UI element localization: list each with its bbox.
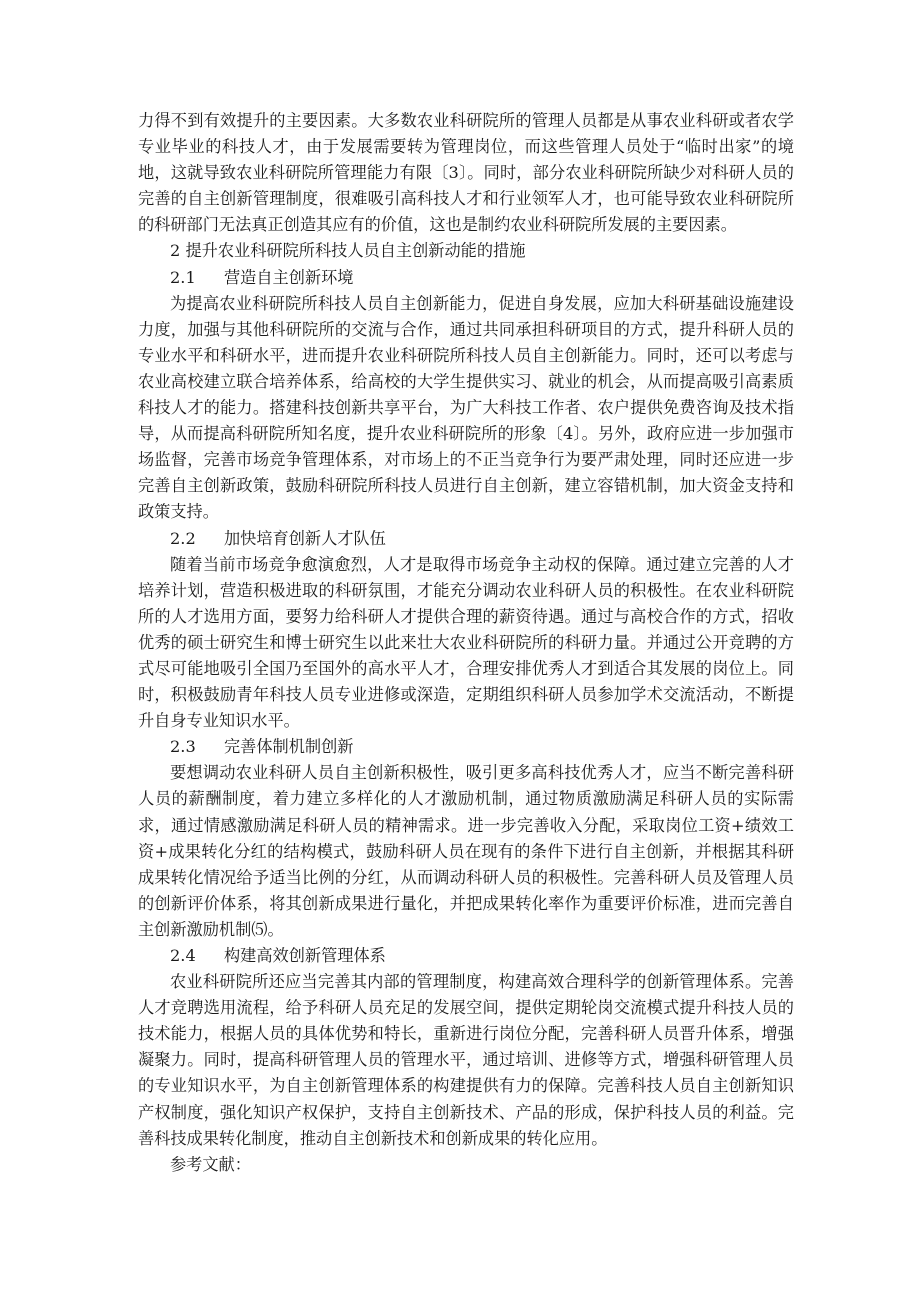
section-2-heading: 2 提升农业科研院所科技人员自主创新动能的措施 (170, 241, 526, 261)
section-2-4-body: 农业科研院所还应当完善其内部的管理制度，构建高效合理科学的创新管理体系。完善人才竞聘选用流程，给予科研人员充足的发展空间，提供定期轮岗交流模式提升科技人员的技术能力，根据人员的具体优势和特长，重新进行岗位分配，完善科研人员晋升体系，增强凝聚力。同时，提高科研管理人员的管理水平，通过培训、进修等方式，增强科研管理人员的专业知识水平，为自主创新管理体系的构建提供有力的保障。完善科技人员自主创新知识产权制度，强化知识产权保护，支持自主创新技术、产品的形成，保护科技人员的利益。完善科技成果转化制度，推动自主创新技术和创新成果的转化应用。 (138, 972, 794, 1148)
section-number: 2.4 (170, 946, 196, 965)
section-number: 2.1 (170, 267, 196, 287)
section-title: 加快培育创新人才队伍 (224, 528, 386, 548)
section-2-1-body: 为提高农业科研院所科技人员自主创新能力，促进自身发展，应加大科研基础设施建设力度，加强与其他科研院所的交流与合作，通过共同承担科研项目的方式，提升科研人员的专业水平和科研水平，进而提升农业科研院所科技人员自主创新能力。同时，还可以考虑与农业高校建立联合培养体系，给高校的大学生提供实习、就业的机会，从而提高吸引高素质科技人才的能力。搭建科技创新共享平台，为广大科技工作者、农户提供免费咨询及技术指导，从而提高科研院所知名度，提升农业科研院所的形象〔4〕。另外，政府应进一步加强市场监督，完善市场竞争管理体系，对市场上的不正当竞争行为要严肃处理，同时还应进一步完善自主创新政策，鼓励科研院所科技人员进行自主创新，建立容错机制，加大资金支持和政策支持。 (138, 293, 794, 522)
section-2-4-heading (138, 943, 794, 969)
section-2-1-heading (138, 265, 794, 291)
section-2-3-body: 要想调动农业科研人员自主创新积极性，吸引更多高科技优秀人才，应当不断完善科研人员的薪酬制度，着力建立多样化的人才激励机制，通过物质激励满足科研人员的实际需求，通过情感激励满足科研人员的精神需求。进一步完善收入分配，采取岗位工资+绩效工资+成果转化分红的结构模式，鼓励科研人员在现有的条件下进行自主创新，并根据其科研成果转化情况给予适当比例的分红，从而调动科研人员的积极性。完善科研人员及管理人员的创新评价体系，将其创新成果进行量化，并把成果转化率作为重要评价标准，进而完善自主创新激励机制⑸。 (138, 763, 794, 939)
references-label: 参考文献： (170, 1154, 251, 1174)
section-2-2-heading (138, 526, 794, 552)
section-title: 构建高效创新管理体系 (224, 946, 386, 965)
section-title: 营造自主创新环境 (224, 267, 354, 287)
section-title: 完善体制机制创新 (224, 737, 354, 757)
section-2-3-heading (138, 734, 794, 760)
section-number: 2.2 (170, 528, 196, 548)
section-2-2-body: 随着当前市场竞争愈演愈烈，人才是取得市场竞争主动权的保障。通过建立完善的人才培养计划，营造积极进取的科研氛围，才能充分调动农业科研人员的积极性。在农业科研院所的人才选用方面，要努力给科研人才提供合理的薪资待遇。通过与高校合作的方式，招收优秀的硕士研究生和博士研究生以此来壮大农业科研院所的科研力量。并通过公开竞聘的方式尽可能地吸引全国乃至国外的高水平人才，合理安排优秀人才到适合其发展的岗位上。同时，积极鼓励青年科技人员专业进修或深造，定期组织科研人员参加学术交流活动，不断提升自身专业知识水平。 (138, 554, 794, 731)
document-page (138, 108, 794, 1178)
intro-paragraph: 力得不到有效提升的主要因素。大多数农业科研院所的管理人员都是从事农业科研或者农学专业毕业的科技人才，由于发展需要转为管理岗位，而这些管理人员处于“临时出家”的境地，这就导致农业科研院所管理能力有限〔3〕。同时，部分农业科研院所缺少对科研人员的完善的自主创新管理制度，很难吸引高科技人才和行业领军人才，也可能导致农业科研院所的科研部门无法真正创造其应有的价值，这也是制约农业科研院所发展的主要因素。 (138, 111, 794, 235)
section-number: 2.3 (170, 737, 196, 757)
